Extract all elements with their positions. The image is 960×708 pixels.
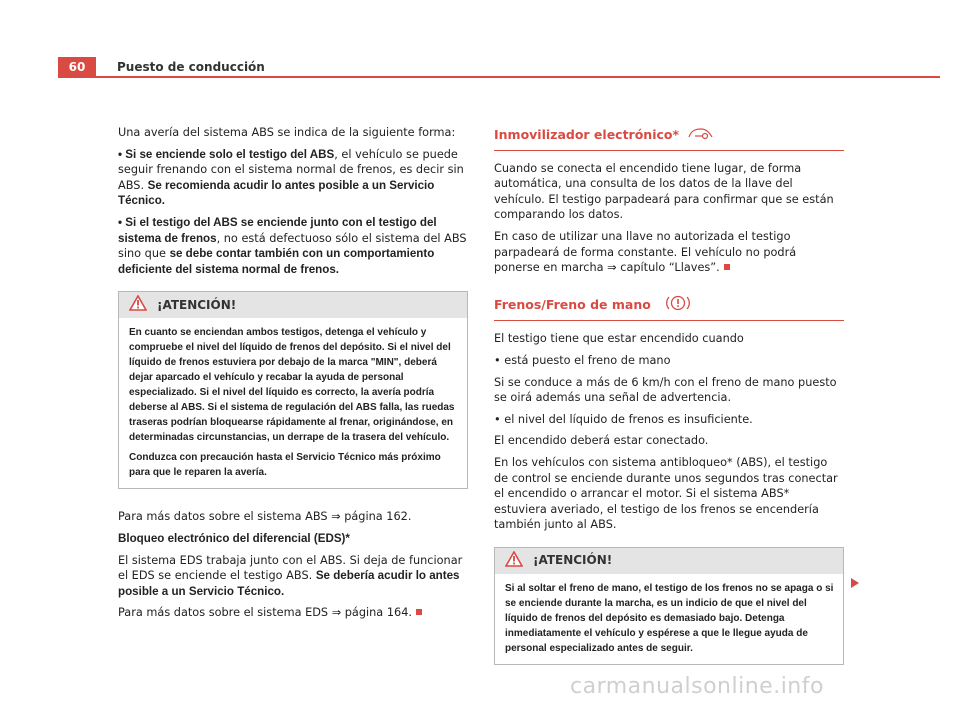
brakes-text-3: El encendido deberá estar conectado. (494, 434, 709, 448)
warning-title: ¡ATENCIÓN! (157, 297, 237, 312)
continue-arrow-icon (851, 578, 859, 588)
abs-intro: Una avería del sistema ABS se indica de la siguiente forma: (118, 126, 456, 139)
abs-bullet-1-advice: Se recomienda acudir lo antes posible a un Servicio Técnico. (118, 178, 435, 208)
eds-more-info-text: Para más datos sobre el sistema EDS ⇒ página 164. (118, 606, 412, 620)
warning-text-2: Conduzca con precaución hasta el Servicio Técnico más próximo para que le reparen la avería. (129, 452, 441, 479)
abs-bullet-2 (118, 215, 468, 277)
brakes-text-1: El testigo tiene que estar encendido cuando (494, 332, 744, 346)
warning-triangle-icon (129, 295, 147, 316)
eds-heading: Bloqueo electrónico del diferencial (EDS)* (118, 531, 350, 545)
page-section-title: Puesto de conducción (117, 60, 265, 74)
abs-bullet-2-bold: • Si el testigo del ABS se enciende junto con el testigo del sistema de frenos (118, 215, 437, 245)
brakes-bullet-1: • está puesto el freno de mano (494, 353, 671, 367)
watermark: carmanualsonline.info (570, 674, 824, 699)
immobilizer-heading (494, 125, 844, 151)
brakes-bullet-2: • el nivel del líquido de frenos es insuficiente. (494, 412, 753, 426)
abs-bullet-2-advice: se debe contar también con un comportamiento deficiente del sistema normal de frenos. (118, 247, 435, 276)
abs-bullet-1 (118, 147, 468, 209)
immobilizer-title: Inmovilizador electrónico* (494, 127, 680, 142)
end-of-section-icon (724, 264, 730, 270)
warning-box-abs (118, 291, 468, 489)
right-column (494, 125, 844, 665)
immobilizer-text-2-body: En caso de utilizar una llave no autorizada el testigo parpadeará de forma constante. El vehículo no podrá ponerse en marcha ⇒ capítulo “Llaves”. (494, 229, 797, 275)
warning-box-brakes (494, 547, 844, 665)
car-key-icon (687, 125, 715, 145)
immobilizer-text-1: Cuando se conecta el encendido tiene lugar, de forma automática, una consulta de los datos de la llave del vehículo. El testigo parpadeará para confirmar que se están comparando los datos. (494, 161, 834, 222)
abs-more-info: Para más datos sobre el sistema ABS ⇒ página 162. (118, 510, 412, 524)
eds-advice: Se debería acudir lo antes posible a un Servicio Técnico. (118, 569, 460, 598)
brakes-text-4: En los vehículos con sistema antibloqueo* (ABS), el testigo de control se enciende durante unos segundos tras conectar el encendido o arrancar el motor. Si el sistema ABS* estuviera averiado, el testigo de los frenos se encendería también junto al ABS. (494, 455, 838, 532)
warning-header (495, 548, 843, 574)
brakes-heading (494, 294, 844, 322)
end-of-section-icon (416, 609, 422, 615)
left-column (118, 125, 468, 627)
warning-title: ¡ATENCIÓN! (533, 553, 613, 568)
abs-bullet-2-text: , no está defectuoso sólo el sistema del ABS sino que (118, 231, 467, 261)
warning-triangle-icon (505, 551, 523, 572)
header-rule (58, 76, 940, 78)
brakes-text-2: Si se conduce a más de 6 km/h con el freno de mano puesto se oirá además una señal de advertencia. (494, 375, 837, 405)
eds-more-info (118, 605, 468, 621)
abs-bullet-1-bold: • Si se enciende solo el testigo del ABS (118, 147, 335, 161)
page-number: 60 (58, 57, 96, 78)
warning-text-1: En cuanto se enciendan ambos testigos, detenga el vehículo y compruebe el nivel del líquido de frenos del depósito. Si el nivel del líquido de frenos estuviera por debajo de la marca "MIN", deberá dejar aparcado el vehículo y recabar la ayuda de personal especializado. Si el nivel del líquido es correcto, la avería podría deberse al ABS. Si el sistema de regulación del ABS falla, las ruedas traseras podrían bloquearse rápidamente al frenar, originándose, en determinadas circunstancias, un derrape de la trasera del vehículo. (129, 327, 455, 444)
warning-header (119, 292, 467, 318)
warning-text-1: Si al soltar el freno de mano, el testigo de los frenos no se apaga o si se enciende durante la marcha, es un indicio de que el nivel del líquido de frenos del depósito es demasiado bajo. Detenga inmediatamente el vehículo y espérese a que le llegue ayuda de personal especializado antes de seguir. (505, 582, 834, 654)
warning-body (119, 318, 467, 488)
eds-paragraph (118, 553, 468, 600)
brake-warning-icon (665, 294, 691, 316)
eds-text: El sistema EDS trabaja junto con el ABS. Si deja de funcionar el EDS se enciende el testigo ABS. (118, 553, 463, 583)
abs-bullet-1-text: , el vehículo se puede seguir frenando con el sistema normal de frenos, es decir sin ABS. (118, 147, 464, 192)
immobilizer-text-2 (494, 229, 844, 276)
brakes-title: Frenos/Freno de mano (494, 296, 651, 312)
warning-body (495, 574, 843, 664)
